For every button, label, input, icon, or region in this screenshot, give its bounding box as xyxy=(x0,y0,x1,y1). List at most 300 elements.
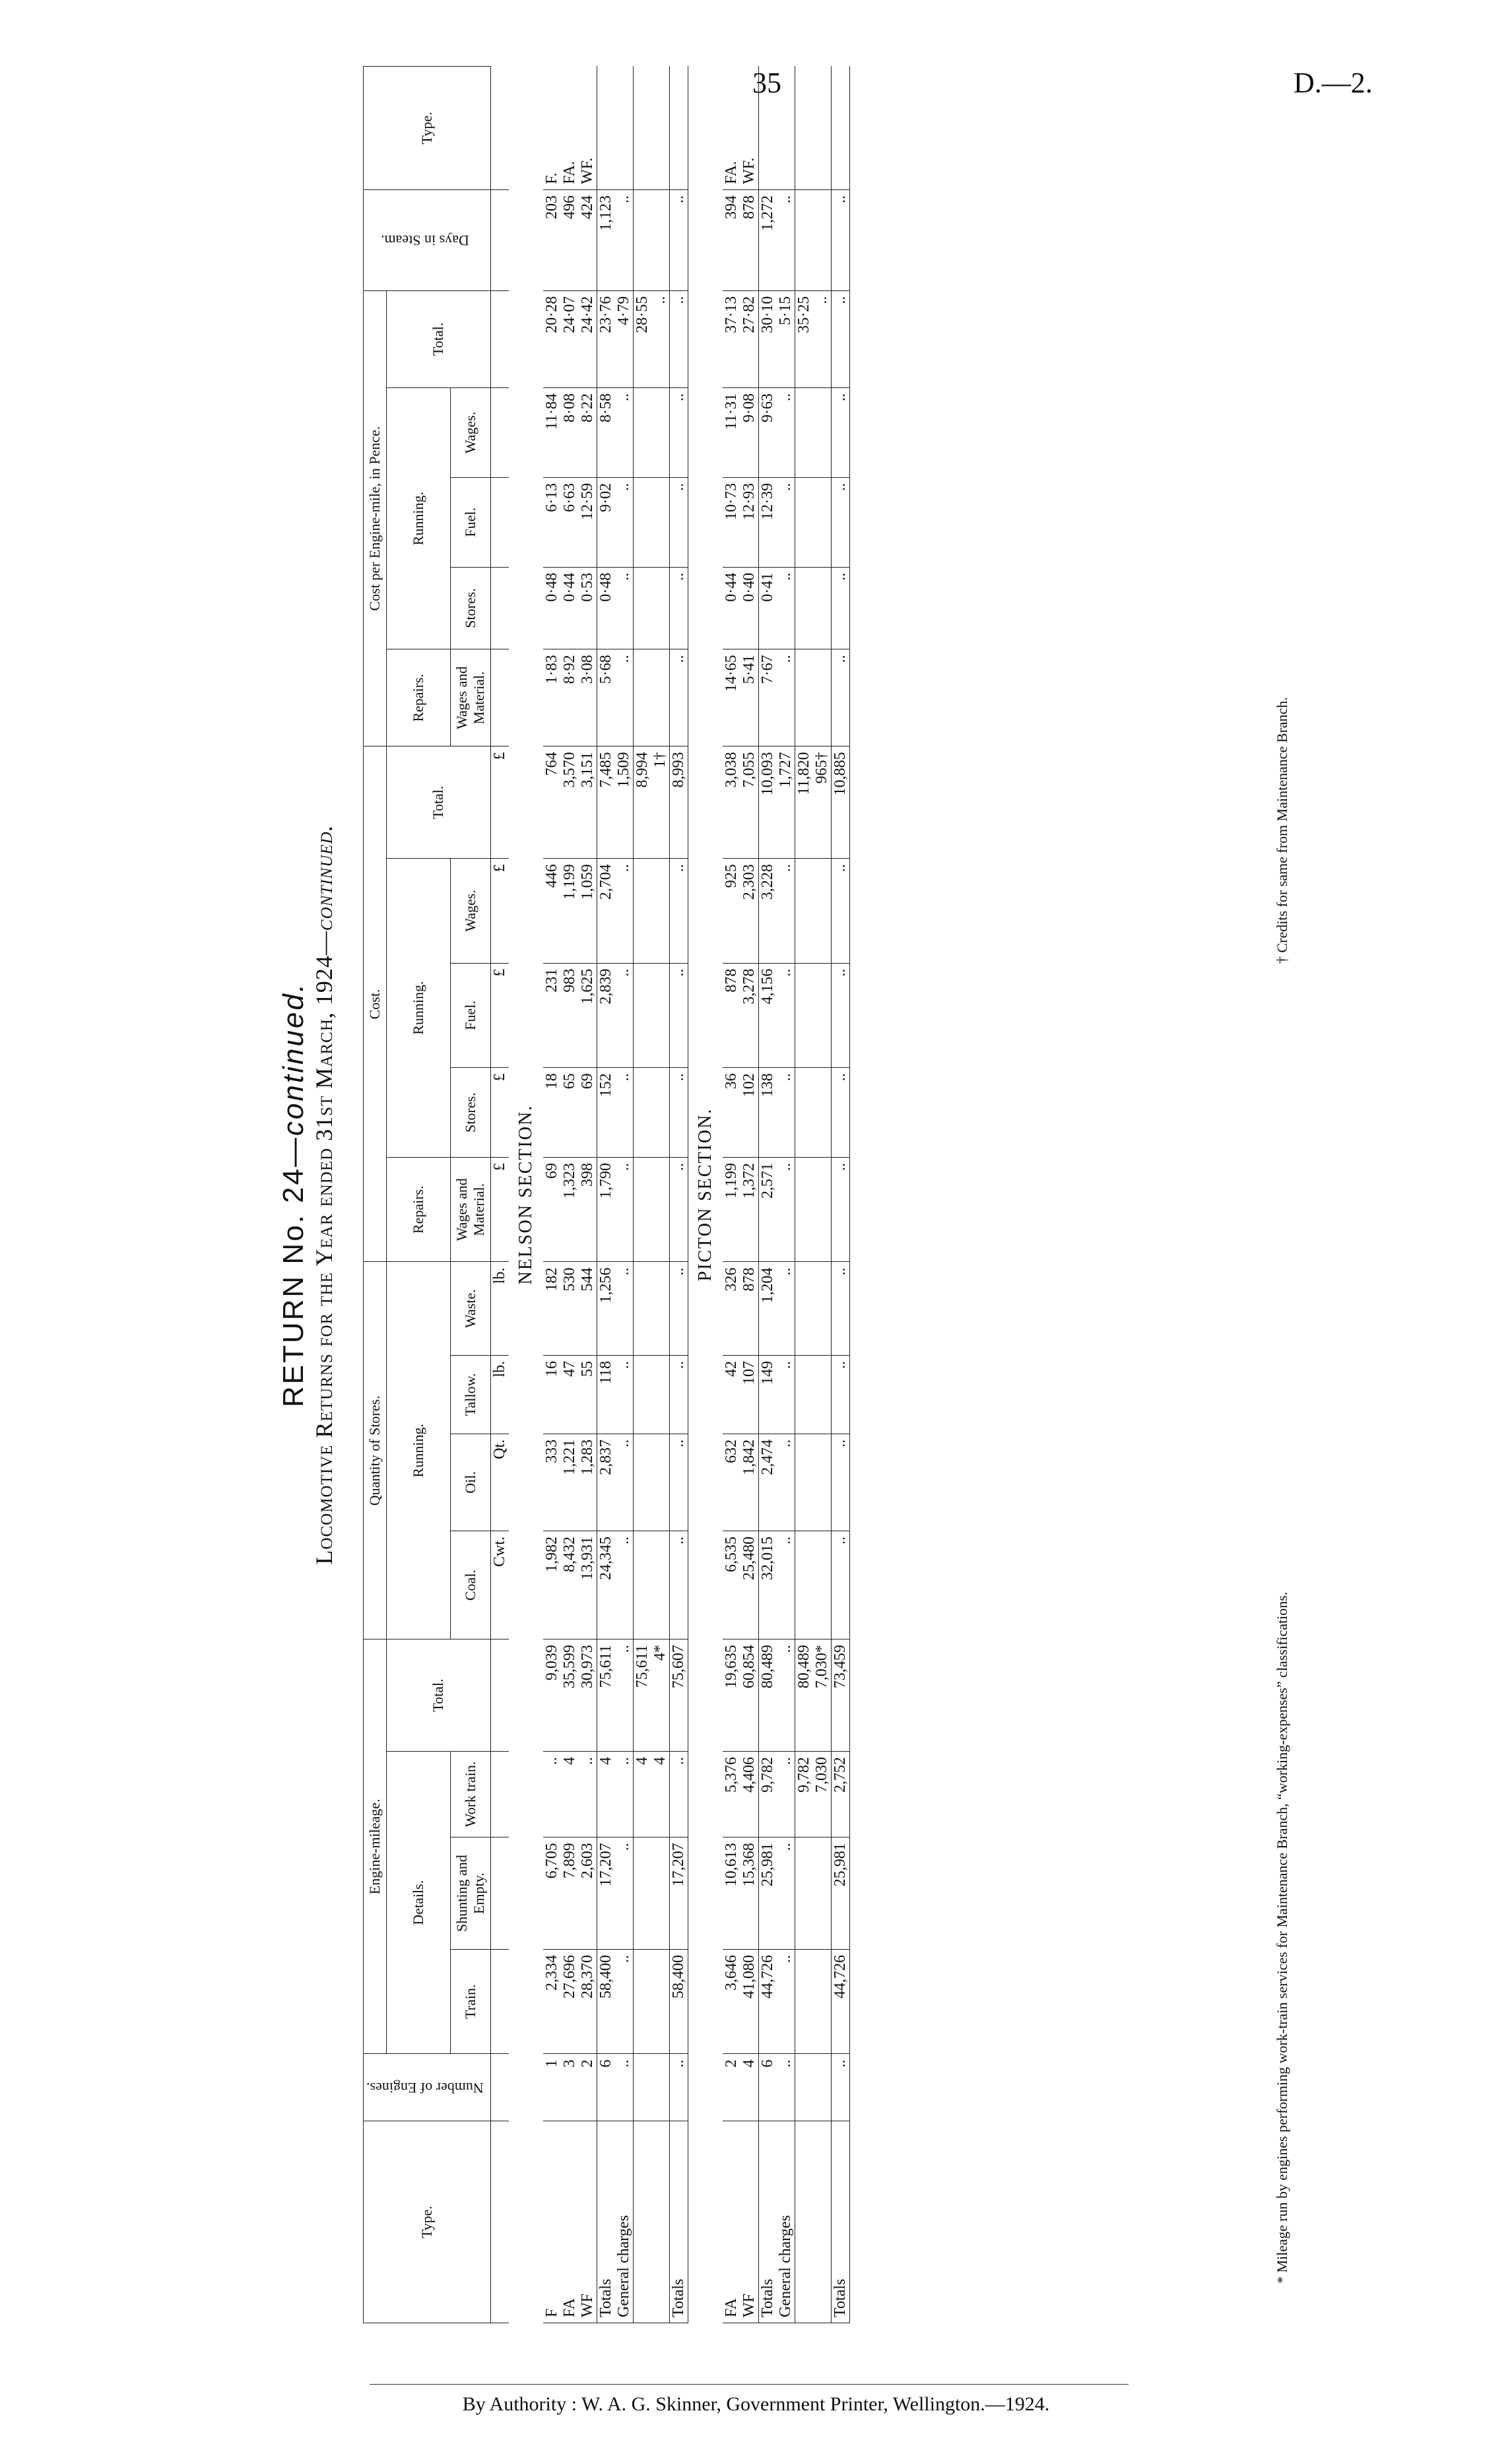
table-cell: 764 xyxy=(543,746,561,859)
row-type-cell: General charges xyxy=(777,2121,795,2323)
table-cell: 152 xyxy=(597,1068,615,1158)
table-cell: 8,993 xyxy=(669,746,688,859)
table-cell: .. xyxy=(615,1356,634,1434)
subtotal-adjustment-row xyxy=(813,67,832,2323)
table-cell: 1,221 xyxy=(561,1434,579,1531)
table-cell: 2,303 xyxy=(740,859,759,963)
table-cell: 530 xyxy=(561,1262,579,1356)
table-cell: 1,790 xyxy=(597,1158,615,1262)
table-cell xyxy=(813,1837,832,1950)
table-cell: .. xyxy=(831,1434,849,1531)
table-cell: .. xyxy=(669,189,688,290)
table-cell: .. xyxy=(831,1262,849,1356)
table-cell: 0·53 xyxy=(579,567,597,649)
table-cell: 1,509 xyxy=(615,746,634,859)
table-cell: 4,406 xyxy=(740,1752,759,1837)
table-cell: 7,030* xyxy=(813,1639,832,1752)
table-cell: 3,646 xyxy=(723,1949,740,2053)
table-row xyxy=(740,67,759,2323)
table-cell: .. xyxy=(777,1262,795,1356)
table-cell: 1,272 xyxy=(758,189,777,290)
table-cell: WF. xyxy=(740,67,759,190)
table-cell: 544 xyxy=(579,1262,597,1356)
table-cell xyxy=(651,2054,670,2121)
table-cell: 3,151 xyxy=(579,746,597,859)
table-cell xyxy=(633,1262,651,1356)
table-cell: 4 xyxy=(597,1752,615,1837)
table-cell: 6·63 xyxy=(561,477,579,567)
authority-rule xyxy=(370,2384,1129,2385)
table-cell: 28,370 xyxy=(579,1949,597,2053)
table-cell xyxy=(813,477,832,567)
table-cell: 0·44 xyxy=(561,567,579,649)
table-cell: .. xyxy=(777,963,795,1067)
rotated-return-table xyxy=(20,66,1307,2323)
table-cell: 15,368 xyxy=(740,1837,759,1950)
table-cell: 44,726 xyxy=(758,1949,777,2053)
table-row xyxy=(561,67,579,2323)
table-cell: 632 xyxy=(723,1434,740,1531)
table-cell xyxy=(758,67,777,190)
table-cell: 2,334 xyxy=(543,1949,561,2053)
table-cell: .. xyxy=(831,2054,849,2121)
table-cell: .. xyxy=(669,567,688,649)
table-cell: .. xyxy=(615,567,634,649)
table-cell: 983 xyxy=(561,963,579,1067)
table-cell: FA. xyxy=(723,67,740,190)
table-cell xyxy=(651,859,670,963)
table-cell: 65 xyxy=(561,1068,579,1158)
table-cell: .. xyxy=(831,1068,849,1158)
table-cell xyxy=(795,1837,813,1950)
table-cell xyxy=(795,1158,813,1262)
table-cell xyxy=(813,1262,832,1356)
table-cell: 8·58 xyxy=(597,388,615,478)
table-cell: .. xyxy=(777,1158,795,1262)
table-cell: 203 xyxy=(543,189,561,290)
table-cell: 1,283 xyxy=(579,1434,597,1531)
table-cell: 58,400 xyxy=(669,1949,688,2053)
table-cell xyxy=(813,1356,832,1434)
table-cell xyxy=(651,477,670,567)
table-cell: 1,323 xyxy=(561,1158,579,1262)
table-cell: 18 xyxy=(543,1068,561,1158)
table-cell: 73,459 xyxy=(831,1639,849,1752)
unit-cell: £ xyxy=(490,859,509,963)
table-cell xyxy=(633,388,651,478)
general-charges-row xyxy=(615,67,634,2323)
table-cell: 44,726 xyxy=(831,1949,849,2053)
table-cell: 35,599 xyxy=(561,1639,579,1752)
shunting-header: Shunting and Empty. xyxy=(450,1837,490,1950)
table-cell: 12·93 xyxy=(740,477,759,567)
table-cell xyxy=(633,2054,651,2121)
table-cell: .. xyxy=(615,388,634,478)
table-cell: .. xyxy=(669,2054,688,2121)
table-cell: 1·83 xyxy=(543,649,561,746)
return-continued: continued. xyxy=(277,981,310,1136)
table-cell: 7,899 xyxy=(561,1837,579,1950)
waste-header: Waste. xyxy=(450,1262,490,1356)
table-cell: 24·42 xyxy=(579,290,597,387)
table-cell: 5,376 xyxy=(723,1752,740,1837)
table-cell xyxy=(795,1262,813,1356)
unit-cell: Cwt. xyxy=(490,1531,509,1639)
unit-cell: £ xyxy=(490,1068,509,1158)
table-cell: 1,199 xyxy=(561,859,579,963)
table-cell: 4 xyxy=(740,2054,759,2121)
table-cell: .. xyxy=(831,1158,849,1262)
section-heading-row xyxy=(688,67,723,2323)
table-cell xyxy=(651,1068,670,1158)
table-cell: 30·10 xyxy=(758,290,777,387)
table-cell: 58,400 xyxy=(597,1949,615,2053)
table-cell: 398 xyxy=(579,1158,597,1262)
table-cell: .. xyxy=(777,1531,795,1639)
table-cell: 1 xyxy=(543,2054,561,2121)
table-cell xyxy=(813,189,832,290)
pence-wages-material-header: Wages and Material. xyxy=(450,649,490,746)
table-cell xyxy=(813,859,832,963)
table-cell: 6·13 xyxy=(543,477,561,567)
table-cell: 27·82 xyxy=(740,290,759,387)
table-cell xyxy=(795,859,813,963)
table-cell: 2,839 xyxy=(597,963,615,1067)
table-cell: 5·15 xyxy=(777,290,795,387)
return-title xyxy=(277,66,310,2323)
table-cell: 0·48 xyxy=(597,567,615,649)
table-cell xyxy=(813,388,832,478)
table-cell xyxy=(813,963,832,1067)
table-cell: 14·65 xyxy=(723,649,740,746)
table-cell: .. xyxy=(669,1531,688,1639)
table-cell: .. xyxy=(777,1068,795,1158)
table-cell: .. xyxy=(615,1639,634,1752)
table-cell: 4·79 xyxy=(615,290,634,387)
table-cell xyxy=(813,1158,832,1262)
row-type-cell: FA xyxy=(561,2121,579,2323)
table-cell: 4,156 xyxy=(758,963,777,1067)
subtitle-text: Locomotive Returns for the Year ended 31st March, 1924— xyxy=(311,931,337,1565)
table-cell: .. xyxy=(777,1356,795,1434)
row-type-cell xyxy=(651,2121,670,2323)
table-cell xyxy=(795,1068,813,1158)
table-cell: .. xyxy=(777,189,795,290)
table-cell: .. xyxy=(615,1068,634,1158)
footnote-dagger: † Credits for same from Maintenance Branch. xyxy=(1274,697,1290,964)
qty-stores-header: Quantity of Stores. xyxy=(364,1262,387,1639)
table-cell xyxy=(651,1262,670,1356)
table-cell xyxy=(651,1837,670,1950)
table-cell: 75,607 xyxy=(669,1639,688,1752)
table-cell: 118 xyxy=(597,1356,615,1434)
cost-per-mile-header: Cost per Engine-mile, in Pence. xyxy=(364,290,387,746)
table-cell: 878 xyxy=(723,963,740,1067)
table-cell: 326 xyxy=(723,1262,740,1356)
table-cell xyxy=(633,963,651,1067)
table-cell xyxy=(651,963,670,1067)
unit-cell: £ xyxy=(490,746,509,859)
table-cell xyxy=(651,1356,670,1434)
table-cell xyxy=(813,2054,832,2121)
table-cell: F. xyxy=(543,67,561,190)
cost-repairs-header: Repairs. xyxy=(387,1158,451,1262)
oil-header: Oil. xyxy=(450,1434,490,1531)
table-cell xyxy=(633,649,651,746)
stores-running-header: Running. xyxy=(387,1262,451,1639)
table-cell xyxy=(633,1949,651,2053)
table-cell xyxy=(669,67,688,190)
table-cell: 5·68 xyxy=(597,649,615,746)
return-number: RETURN No. 24— xyxy=(277,1135,310,1408)
table-cell: .. xyxy=(777,1949,795,2053)
table-cell: .. xyxy=(615,1752,634,1837)
table-cell: 1,842 xyxy=(740,1434,759,1531)
table-cell xyxy=(795,1531,813,1639)
table-cell: 24·07 xyxy=(561,290,579,387)
table-cell: 69 xyxy=(543,1158,561,1262)
table-cell xyxy=(651,1434,670,1531)
table-cell: 424 xyxy=(579,189,597,290)
table-cell: 9,782 xyxy=(758,1752,777,1837)
table-cell xyxy=(651,649,670,746)
table-cell: 25,480 xyxy=(740,1531,759,1639)
table-cell xyxy=(651,1949,670,2053)
table-cell xyxy=(633,1068,651,1158)
table-cell: 878 xyxy=(740,189,759,290)
table-cell: .. xyxy=(669,1158,688,1262)
table-cell: 23·76 xyxy=(597,290,615,387)
table-cell xyxy=(651,567,670,649)
table-cell: .. xyxy=(615,1949,634,2053)
table-cell: 55 xyxy=(579,1356,597,1434)
table-cell: 231 xyxy=(543,963,561,1067)
table-cell: 2,571 xyxy=(758,1158,777,1262)
table-cell xyxy=(633,67,651,190)
table-cell: 17,207 xyxy=(669,1837,688,1950)
table-cell: 10,093 xyxy=(758,746,777,859)
unit-cell: £ xyxy=(490,1158,509,1262)
row-type-cell: Totals xyxy=(831,2121,849,2323)
table-cell: 9·08 xyxy=(740,388,759,478)
totals-row xyxy=(758,67,777,2323)
table-cell: .. xyxy=(777,859,795,963)
type-header: Type. xyxy=(364,2121,491,2323)
table-cell: .. xyxy=(669,963,688,1067)
table-cell: 2,704 xyxy=(597,859,615,963)
table-cell: .. xyxy=(669,1752,688,1837)
table-cell: 333 xyxy=(543,1434,561,1531)
coal-header: Coal. xyxy=(450,1531,490,1639)
row-type-cell: WF xyxy=(740,2121,759,2323)
table-cell: 32,015 xyxy=(758,1531,777,1639)
table-cell: 3,038 xyxy=(723,746,740,859)
table-cell: 1,256 xyxy=(597,1262,615,1356)
table-cell: .. xyxy=(777,388,795,478)
row-type-cell: General charges xyxy=(615,2121,634,2323)
general-charges-row xyxy=(777,67,795,2323)
section-title: NELSON SECTION. xyxy=(515,1104,536,1285)
table-cell: 2,752 xyxy=(831,1752,849,1837)
table-cell: 0·40 xyxy=(740,567,759,649)
table-cell: 12·39 xyxy=(758,477,777,567)
table-cell: 107 xyxy=(740,1356,759,1434)
table-cell xyxy=(651,1158,670,1262)
table-cell: .. xyxy=(831,1531,849,1639)
cost-wages-header: Wages. xyxy=(450,859,490,963)
table-cell xyxy=(633,1356,651,1434)
table-cell: 12·59 xyxy=(579,477,597,567)
table-cell xyxy=(633,1837,651,1950)
unit-cell: lb. xyxy=(490,1356,509,1434)
table-cell: .. xyxy=(651,290,670,387)
row-type-cell: F xyxy=(543,2121,561,2323)
table-cell: .. xyxy=(615,1262,634,1356)
table-cell: 1,727 xyxy=(777,746,795,859)
table-cell: 7,030 xyxy=(813,1752,832,1837)
table-cell: 1,204 xyxy=(758,1262,777,1356)
subtotal-row xyxy=(633,67,651,2323)
table-cell: .. xyxy=(777,649,795,746)
table-cell: .. xyxy=(777,1837,795,1950)
table-cell xyxy=(795,388,813,478)
table-cell xyxy=(633,859,651,963)
table-cell: 1,372 xyxy=(740,1158,759,1262)
table-cell: 1,625 xyxy=(579,963,597,1067)
engine-mileage-header: Engine-mileage. xyxy=(364,1639,387,2054)
table-cell: 9·02 xyxy=(597,477,615,567)
unit-cell: £ xyxy=(490,963,509,1067)
cost-header: Cost. xyxy=(364,746,387,1262)
cost-wages-material-header: Wages and Material. xyxy=(450,1158,490,1262)
table-cell: .. xyxy=(777,1752,795,1837)
table-cell: 1,059 xyxy=(579,859,597,963)
table-cell: 7,485 xyxy=(597,746,615,859)
table-cell: 7,055 xyxy=(740,746,759,859)
table-cell xyxy=(795,477,813,567)
table-cell xyxy=(813,567,832,649)
table-cell: 19,635 xyxy=(723,1639,740,1752)
table-cell: 1,199 xyxy=(723,1158,740,1262)
table-cell xyxy=(633,567,651,649)
table-cell: 2 xyxy=(579,2054,597,2121)
table-cell: .. xyxy=(831,290,849,387)
table-cell: 80,489 xyxy=(758,1639,777,1752)
table-cell: 6 xyxy=(597,2054,615,2121)
table-cell: 13,931 xyxy=(579,1531,597,1639)
num-engines-header xyxy=(364,2054,491,2121)
table-cell: 4 xyxy=(633,1752,651,1837)
table-cell: 9,039 xyxy=(543,1639,561,1752)
table-cell: 6,535 xyxy=(723,1531,740,1639)
table-cell: 3·08 xyxy=(579,649,597,746)
table-cell: 36 xyxy=(723,1068,740,1158)
footnote-star: * Mileage run by engines performing work-train services for Maintenance Branch, “working-expenses” classifications. xyxy=(1274,1591,1290,2284)
table-cell: 25,981 xyxy=(831,1837,849,1950)
table-cell: 75,611 xyxy=(633,1639,651,1752)
table-cell: .. xyxy=(615,189,634,290)
table-cell: 3,278 xyxy=(740,963,759,1067)
table-cell xyxy=(795,2054,813,2121)
table-cell: 8,432 xyxy=(561,1531,579,1639)
table-cell: .. xyxy=(669,649,688,746)
table-cell: .. xyxy=(831,477,849,567)
type-header-right: Type. xyxy=(364,67,491,190)
table-cell xyxy=(633,189,651,290)
final-totals-row xyxy=(669,67,688,2323)
table-cell: .. xyxy=(777,2054,795,2121)
table-cell: .. xyxy=(831,963,849,1067)
table-cell: 8,994 xyxy=(633,746,651,859)
table-cell: 925 xyxy=(723,859,740,963)
table-cell: .. xyxy=(615,477,634,567)
totals-row xyxy=(597,67,615,2323)
section-title: PICTON SECTION. xyxy=(694,1108,715,1282)
table-cell: 4 xyxy=(561,1752,579,1837)
page-reference: D.—2. xyxy=(1294,67,1373,99)
table-cell xyxy=(813,1434,832,1531)
table-cell: 75,611 xyxy=(597,1639,615,1752)
work-train-header: Work train. xyxy=(450,1752,490,1837)
table-cell: 149 xyxy=(758,1356,777,1434)
pence-stores-header: Stores. xyxy=(450,567,490,649)
table-cell: .. xyxy=(579,1752,597,1837)
locomotive-returns-table xyxy=(363,66,850,2323)
table-cell: .. xyxy=(615,1434,634,1531)
table-cell: .. xyxy=(669,1434,688,1531)
table-cell: 8·08 xyxy=(561,388,579,478)
table-cell: 25,981 xyxy=(758,1837,777,1950)
table-cell: 28·55 xyxy=(633,290,651,387)
table-cell: 11·84 xyxy=(543,388,561,478)
table-cell: .. xyxy=(615,1837,634,1950)
row-type-cell: Totals xyxy=(758,2121,777,2323)
table-cell: .. xyxy=(777,567,795,649)
units-row xyxy=(490,67,509,2323)
table-cell xyxy=(813,1949,832,2053)
table-cell: .. xyxy=(615,1158,634,1262)
table-cell xyxy=(633,1158,651,1262)
table-cell: .. xyxy=(777,477,795,567)
table-cell: 1† xyxy=(651,746,670,859)
table-cell: 10·73 xyxy=(723,477,740,567)
table-cell xyxy=(633,1531,651,1639)
days-in-steam-label: Days in Steam. xyxy=(380,232,469,249)
cost-stores-header: Stores. xyxy=(450,1068,490,1158)
cost-running-header: Running. xyxy=(387,859,451,1158)
final-totals-row xyxy=(831,67,849,2323)
table-cell: 9·63 xyxy=(758,388,777,478)
num-engines-label: Number of Engines. xyxy=(366,2079,484,2096)
cost-fuel-header: Fuel. xyxy=(450,963,490,1067)
table-cell xyxy=(795,567,813,649)
table-cell: 965† xyxy=(813,746,832,859)
table-cell: 0·48 xyxy=(543,567,561,649)
table-cell: .. xyxy=(669,1068,688,1158)
row-type-cell: Totals xyxy=(597,2121,615,2323)
row-type-cell: FA xyxy=(723,2121,740,2323)
table-cell: 446 xyxy=(543,859,561,963)
table-cell: 0·44 xyxy=(723,567,740,649)
table-cell: WF. xyxy=(579,67,597,190)
table-cell: 138 xyxy=(758,1068,777,1158)
table-cell: 17,207 xyxy=(597,1837,615,1950)
table-cell: .. xyxy=(669,388,688,478)
table-cell: 47 xyxy=(561,1356,579,1434)
table-cell: 6,705 xyxy=(543,1837,561,1950)
row-type-cell xyxy=(795,2121,813,2323)
table-cell: .. xyxy=(777,1434,795,1531)
